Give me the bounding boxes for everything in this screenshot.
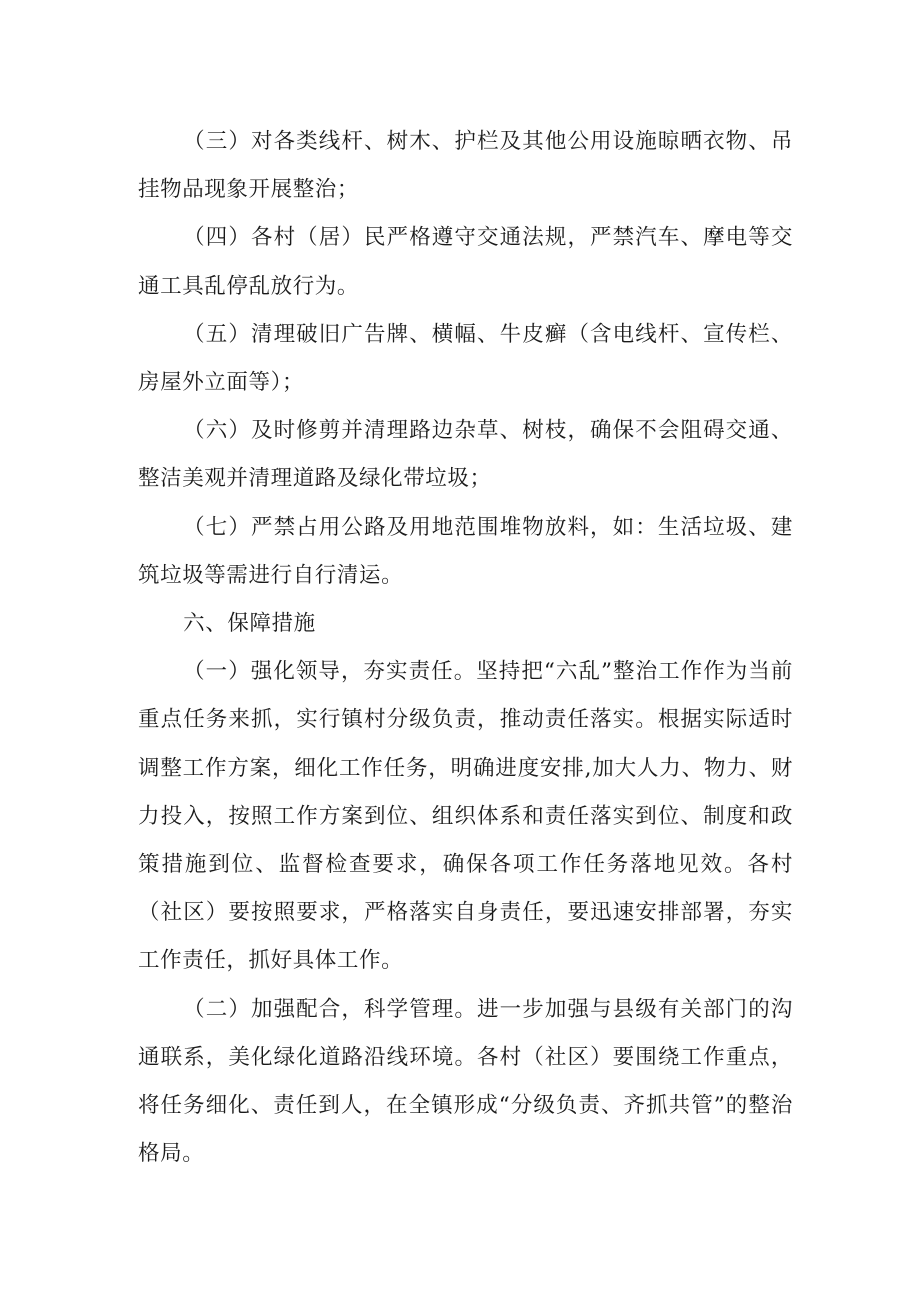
paragraph-item-6: （六）及时修剪并清理路边杂草、树枝，确保不会阻碍交通、整洁美观并清理道路及绿化带垃圾； [138,418,793,492]
measure-paragraph-2: （二）加强配合，科学管理。进一步加强与县级有关部门的沟通联系，美化绿化道路沿线环境。各村（社区）要围绕工作重点，将任务细化、责任到人，在全镇形成“分级负责、齐抓共管”的整治格局。 [138,996,793,1167]
paragraph-item-7: （七）严禁占用公路及用地范围堆物放料，如：生活垃圾、建筑垃圾等需进行自行清运。 [138,514,793,588]
measure-paragraph-1: （一）强化领导，夯实责任。坚持把“六乱”整治工作作为当前重点任务来抓，实行镇村分级负责，推动责任落实。根据实际适时调整工作方案，细化工作任务，明确进度安排,加大人力、物力、财力投入，按照工作方案到位、组织体系和责任落实到位、制度和政策措施到位、监督检查要求，确保各项工作任务落地见效。各村（社区）要按照要求，严格落实自身责任，要迅速安排部署，夯实工作责任，抓好具体工作。 [138,659,793,974]
document-body [138,118,793,1178]
paragraph-item-3: （三）对各类线杆、树木、护栏及其他公用设施晾晒衣物、吊挂物品现象开展整治； [138,129,793,203]
section-heading: 六、保障措施 [183,611,316,637]
paragraph-item-4: （四）各村（居）民严格遵守交通法规，严禁汽车、摩电等交通工具乱停乱放行为。 [138,225,793,299]
paragraph-item-5: （五）清理破旧广告牌、横幅、牛皮癣（含电线杆、宣传栏、房屋外立面等）； [138,321,793,396]
